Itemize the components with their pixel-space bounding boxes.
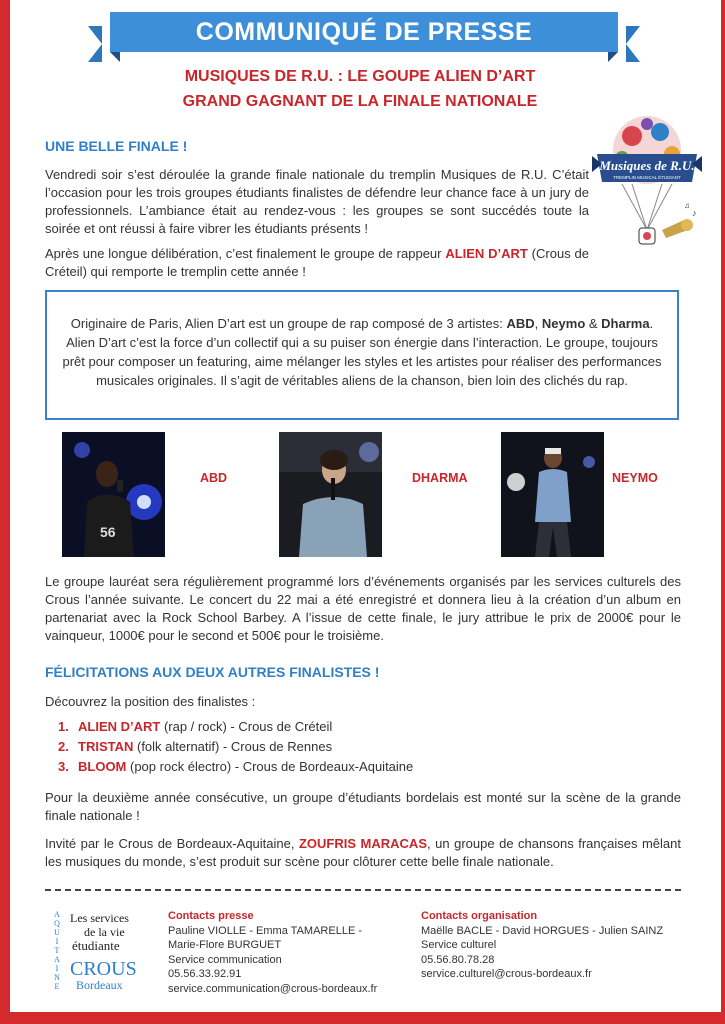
finalist-item <box>58 757 413 777</box>
box-artist-abd: ABD <box>506 316 535 331</box>
aquitaine-letter: I <box>55 937 59 946</box>
bottom-red-border <box>0 1012 725 1024</box>
finalist-rank: 1. <box>58 719 69 734</box>
press-contact-phone: 05.56.33.92.91 <box>168 968 242 980</box>
press-contacts <box>168 909 377 996</box>
box-artist-dharma: Dharma <box>601 316 650 331</box>
ribbon-title: COMMUNIQUÉ DE PRESSE <box>195 17 533 46</box>
crous-line-3: étudiante <box>72 938 120 953</box>
box-text-1: Originaire de Paris, Alien D’art est un groupe de rap composé de 3 artistes: <box>70 316 507 331</box>
press-contact-line: Pauline VIOLLE - Emma TAMARELLE - <box>168 924 362 937</box>
press-contact-line: Service communication <box>168 953 282 966</box>
bordeaux-paragraph: Pour la deuxième année consécutive, un groupe d’étudiants bordelais est monté sur la scène de la grande finale nationale ! <box>45 790 681 823</box>
winner-text-before: Après une longue délibération, c’est finalement le groupe de rappeur <box>45 246 446 261</box>
group-description-text <box>57 314 667 390</box>
winner-name: ALIEN D’ART <box>445 246 528 261</box>
finalist-item <box>58 717 413 737</box>
box-text-4: . Alien D’art c’est la force d’un collectif qui a su puiser son énergie dans l’interaction. Le groupe, toujours prêt pour composer un featuring, aime mélanger les styles et les artistes pour réaliser des performances musicales originales. Il s’agit de véritables aliens de la chanson, bien loin des clichés du rap. <box>62 316 662 388</box>
ribbon-fold-left <box>110 52 120 62</box>
zoufris-paragraph <box>45 835 681 871</box>
section-title-felicitations: FÉLICITATIONS AUX DEUX AUTRES FINALISTES ! <box>45 664 380 680</box>
box-text-3: & <box>585 316 602 331</box>
press-contacts-title: Contacts presse <box>168 910 254 922</box>
aquitaine-letter: U <box>54 928 60 937</box>
finalist-name: BLOOM <box>78 759 127 774</box>
section-title-belle-finale: UNE BELLE FINALE ! <box>45 138 188 154</box>
right-red-border <box>721 0 725 1024</box>
box-artist-neymo: Neymo <box>541 316 586 331</box>
ribbon-banner <box>110 12 618 52</box>
aquitaine-letter: A <box>54 955 60 964</box>
organisation-contacts <box>421 909 663 982</box>
organisation-contacts-title: Contacts organisation <box>421 910 538 922</box>
aquitaine-letter: N <box>54 973 60 982</box>
organisation-contact-email[interactable]: service.culturel@crous-bordeaux.fr <box>421 968 592 980</box>
zoufris-text-before: Invité par le Crous de Bordeaux-Aquitaine, <box>45 836 299 851</box>
press-contact-line: Marie-Flore BURGUET <box>168 939 282 951</box>
finalists-intro: Découvrez la position des finalistes : <box>45 694 256 709</box>
headline-line-2: GRAND GAGNANT DE LA FINALE NATIONALE <box>182 93 538 110</box>
finalists-list <box>58 717 413 777</box>
left-red-border <box>0 0 10 1024</box>
organisation-contact-line: Service culturel <box>421 939 497 951</box>
group-description-box <box>45 290 679 420</box>
intro-paragraph: Vendredi soir s’est déroulée la grande finale nationale du tremplin Musiques de R.U. C’était l’occasion pour les trois groupes étudiants finalistes de défendre leur chance face à un jury de professionnels. L’ambiance était au rendez-vous : les groupes se sont succédés toute la soirée et ont réussi à faire vibrer les étudiants présents ! <box>45 167 589 236</box>
zoufris-name: ZOUFRIS MARACAS <box>298 836 427 851</box>
logo-title-text: Musiques de R.U. <box>599 158 695 173</box>
prize-paragraph: Le groupe lauréat sera régulièrement programmé lors d’événements organisés par les services culturels des Crous l’année suivante. Le concert du 22 mai a été enregistré et donnera lieu à la création d’un album en partenariat avec la Rock School Barbey. A l’issue de cette finale, le jury attribue le prix de 2000€ pour le vainqueur, 1000€ pour le second et 500€ pour le troisième. <box>45 574 681 643</box>
zoufris-text-after: , un groupe de chansons françaises mêlant les musiques du monde, s’est produit sur scène pour clôturer cette belle finale nationale. <box>45 836 681 869</box>
finalist-rank: 2. <box>58 739 69 754</box>
finalist-detail: (rap / rock) - Crous de Créteil <box>160 719 333 734</box>
photo-neymo <box>501 432 604 557</box>
box-text-2: , <box>534 316 542 331</box>
aquitaine-letter: E <box>54 982 60 991</box>
label-neymo: NEYMO <box>612 471 658 485</box>
winner-paragraph <box>45 245 589 281</box>
ribbon-tail-right <box>626 26 640 62</box>
svg-text:56: 56 <box>100 524 116 540</box>
photo-dharma <box>279 432 382 557</box>
label-dharma: DHARMA <box>412 471 468 485</box>
ribbon-tail-left <box>88 26 102 62</box>
svg-text:♫: ♫ <box>684 201 690 210</box>
finalist-name: ALIEN D’ART <box>78 719 161 734</box>
aquitaine-letter: A <box>54 910 60 919</box>
press-contact-email[interactable]: service.communication@crous-bordeaux.fr <box>168 982 378 995</box>
winner-text-after: (Crous de Créteil) qui remporte le tremplin cette année ! <box>45 246 589 279</box>
press-release-ribbon <box>110 12 618 52</box>
svg-text:♪: ♪ <box>692 208 697 218</box>
musiques-de-ru-logo <box>592 112 702 272</box>
crous-logo-city: Bordeaux <box>76 978 123 992</box>
finalist-detail: (folk alternatif) - Crous de Rennes <box>133 739 333 754</box>
dashed-separator <box>45 889 681 891</box>
ribbon-fold-right <box>608 52 618 62</box>
aquitaine-letter: T <box>54 946 60 955</box>
logo-subtitle-text: TREMPLIN MUSICAL ÉTUDIANT <box>613 175 681 180</box>
crous-logo-name: CROUS <box>70 958 137 980</box>
aquitaine-vertical-text <box>52 910 62 991</box>
finalist-name: TRISTAN <box>78 739 134 754</box>
aquitaine-letter: Q <box>54 919 60 928</box>
organisation-contact-line: Maëlle BACLE - David HORGUES - Julien SAINZ <box>421 924 664 937</box>
finalist-rank: 3. <box>58 759 69 774</box>
photo-abd <box>62 432 165 557</box>
finalist-detail: (pop rock électro) - Crous de Bordeaux-Aquitaine <box>126 759 414 774</box>
aquitaine-letter: I <box>55 964 59 973</box>
crous-line-2: de la vie <box>84 925 125 939</box>
crous-line-1: Les services <box>70 911 129 925</box>
label-abd: ABD <box>200 471 228 485</box>
headline-line-1: MUSIQUES DE R.U. : LE GOUPE ALIEN D’ART <box>184 68 536 85</box>
organisation-contact-phone: 05.56.80.78.28 <box>421 953 495 966</box>
finalist-item <box>58 737 413 757</box>
